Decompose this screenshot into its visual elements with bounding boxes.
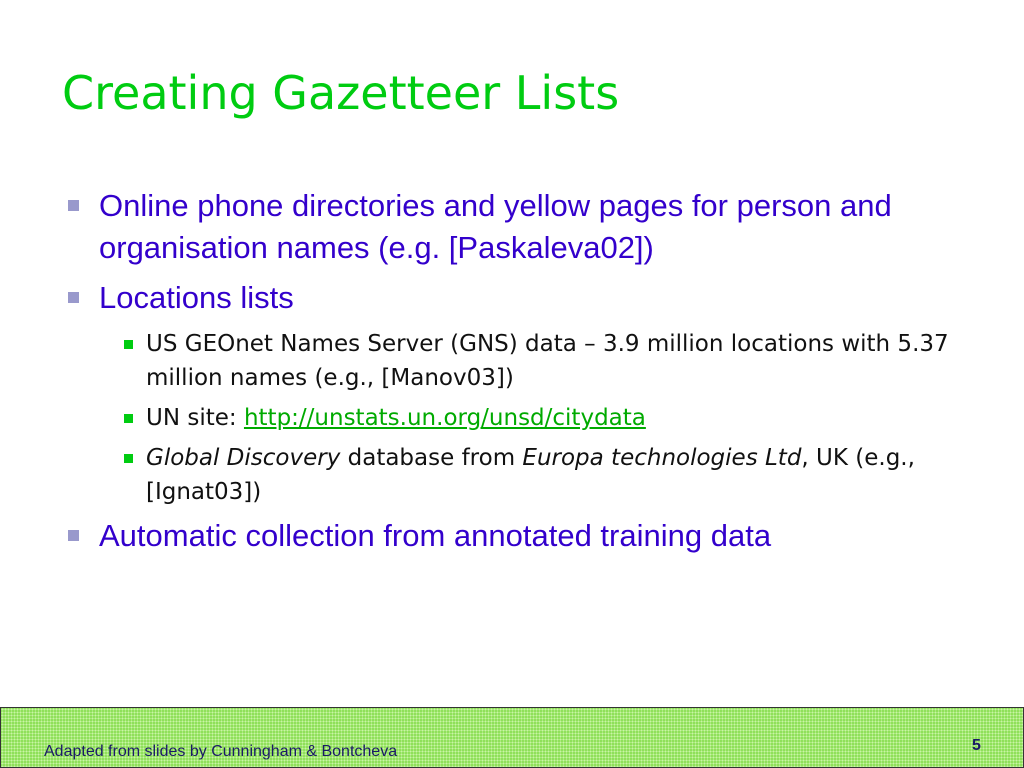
footer-bar <box>0 707 1024 768</box>
un-site-label: UN site: <box>146 405 244 431</box>
sub-bullet-list <box>62 327 992 509</box>
page-number: 5 <box>972 737 981 754</box>
bullet-text: Locations lists <box>99 280 294 315</box>
square-bullet-icon <box>68 530 79 541</box>
bullet-item-phone-directories <box>62 185 992 269</box>
square-bullet-icon <box>124 414 133 423</box>
square-bullet-icon <box>68 292 79 303</box>
footer-credit: Adapted from slides by Cunningham & Bontcheva <box>44 743 398 760</box>
square-bullet-icon <box>68 200 79 211</box>
slide-title: Creating Gazetteer Lists <box>62 66 620 120</box>
bullet-item-automatic-collection <box>62 515 992 557</box>
europa-technologies-name: Europa technologies Ltd <box>522 445 802 471</box>
bullet-item-locations-lists <box>62 277 992 319</box>
sub-bullet-item-global-discovery <box>62 441 992 509</box>
square-bullet-icon <box>124 454 133 463</box>
database-from-text: database from <box>340 445 523 471</box>
bullet-text: Automatic collection from annotated training data <box>99 518 772 553</box>
sub-bullet-text: US GEOnet Names Server (GNS) data – 3.9 million locations with 5.37 million names (e.g., [Manov03]) <box>146 331 949 391</box>
square-bullet-icon <box>124 340 133 349</box>
sub-bullet-item-un-site <box>62 401 992 435</box>
bullet-list <box>62 185 992 565</box>
bullet-text: Online phone directories and yellow pages for person and organisation names (e.g. [Paskaleva02]) <box>99 188 892 265</box>
global-discovery-name: Global Discovery <box>146 445 341 471</box>
un-citydata-link[interactable]: http://unstats.un.org/unsd/citydata <box>243 405 646 431</box>
uk-reference-text: , UK (e.g., [Ignat03]) <box>146 445 915 505</box>
sub-bullet-item-gns <box>62 327 992 395</box>
